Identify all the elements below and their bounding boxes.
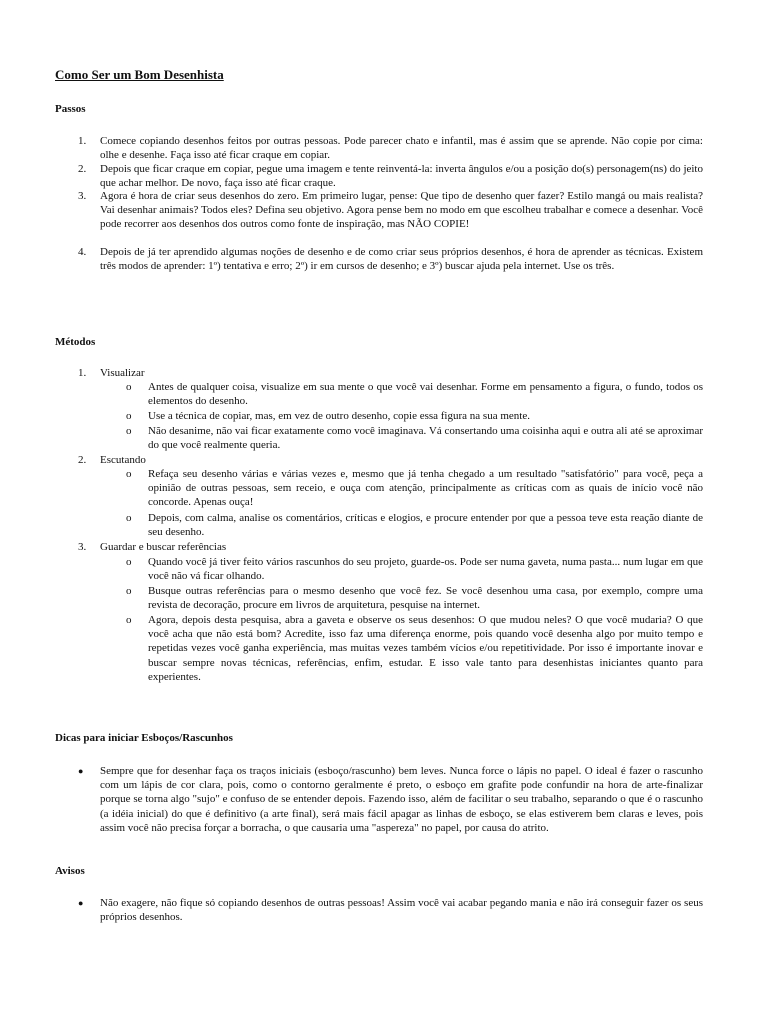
- heading-metodos: Métodos: [55, 336, 96, 348]
- bullet-circle: o: [126, 381, 132, 393]
- heading-avisos: Avisos: [55, 865, 85, 877]
- passos-item-2-number: 2.: [78, 163, 87, 175]
- metodos-2-sub-2: Depois, com calma, analise os comentários, críticas e elogios, e procure entender por que a pessoa teve esta reação diante de seu desenho.: [148, 512, 703, 539]
- metodos-item-3-number: 3.: [78, 541, 87, 553]
- metodos-item-2-number: 2.: [78, 454, 87, 466]
- metodos-2-sub-1: Refaça seu desenho várias e várias vezes e, mesmo que já tenha chegado a um resultado "satisfatório" para você, peça a opinião de outras pessoas, sem receio, e ouça com atenção, principalmente as críticas com as quais de início você não concorde. Apenas ouça!: [148, 468, 703, 509]
- metodos-item-3-label: Guardar e buscar referências: [100, 541, 227, 553]
- dicas-item-1: Sempre que for desenhar faça os traços iniciais (esboço/rascunho) bem leves. Nunca force o lápis no papel. O ideal é fazer o rascunho com um lápis de cor clara, pois, como o contorno geralmente é preto, o esboço em grafite pode confundir na hora de arte-finalizar porque se torna algo "sujo" e confuso de se entender depois. Fazendo isso, além de facilitar o seu trabalho, separando o que é o rascunho (a idéia inicial) do que é definitivo (a arte final), será mais fácil apagar as linhas de esboço, se elas estiverem bem claras e leves, pois assim você não precisa forçar a borracha, o que causaria uma "aspereza" no papel, por causa do atrito.: [100, 765, 703, 834]
- avisos-item-1: Não exagere, não fique só copiando desenhos de outras pessoas! Assim você vai acabar pegando mania e não irá conseguir fazer os seus próprios desenhos.: [100, 897, 703, 924]
- passos-item-4-number: 4.: [78, 246, 87, 258]
- bullet-circle: o: [126, 425, 132, 437]
- passos-item-3-number: 3.: [78, 190, 87, 202]
- bullet-dot: ●: [78, 766, 84, 776]
- metodos-1-sub-3: Não desanime, não vai ficar exatamente como você imaginava. Vá consertando uma coisinha aqui e outra ali até se aproximar do que você realmente queria.: [148, 425, 703, 452]
- metodos-item-1-number: 1.: [78, 367, 87, 379]
- heading-dicas: Dicas para iniciar Esboços/Rascunhos: [55, 732, 233, 744]
- bullet-circle: o: [126, 512, 132, 524]
- bullet-circle: o: [126, 585, 132, 597]
- heading-passos: Passos: [55, 103, 86, 115]
- passos-item-1-number: 1.: [78, 135, 87, 147]
- passos-item-1-text: Comece copiando desenhos feitos por outras pessoas. Pode parecer chato e infantil, mas é assim que se aprende. Não copie por cima: olhe e desenhe. Faça isso até ficar craque em copiar.: [100, 135, 703, 162]
- metodos-3-sub-3: Agora, depois desta pesquisa, abra a gaveta e observe os seus desenhos: O que mudou neles? O que você mudaria? O que você acha que não está bom? Acredite, isso faz uma diferença enorme, pois quando você desenha algo por muito tempo e repetidas vezes você ganha experiência, mas muitas vezes também vícios e/ou repetitividade. Por isso é importante inovar e buscar sempre novas técnicas, referências, enfim, estudar. E isso vale tanto para desenhistas iniciantes quanto para experientes.: [148, 614, 703, 683]
- metodos-1-sub-2: Use a técnica de copiar, mas, em vez de outro desenho, copie essa figura na sua mente.: [148, 410, 530, 422]
- passos-item-2-text: Depois que ficar craque em copiar, pegue uma imagem e tente reinventá-la: inverta ângulos e/ou a posição do(s) personagem(ns) do jeito que achar melhor. De novo, faça isso até ficar craque.: [100, 163, 703, 190]
- document-title: Como Ser um Bom Desenhista: [55, 67, 224, 82]
- bullet-circle: o: [126, 556, 132, 568]
- metodos-item-2-label: Escutando: [100, 454, 146, 466]
- metodos-3-sub-1: Quando você já tiver feito vários rascunhos do seu projeto, guarde-os. Pode ser numa gaveta, numa pasta... num lugar em que você não vá ficar olhando.: [148, 556, 703, 583]
- passos-item-3-text: Agora é hora de criar seus desenhos do zero. Em primeiro lugar, pense: Que tipo de desenho quer fazer? Estilo mangá ou mais realista? Vai desenhar animais? Todos eles? Defina seu objetivo. Agora pense bem no modo em que escolheu trabalhar e comece a desenhar. Você pode recorrer aos desenhos dos outros como fonte de inspiração, mas NÃO COPIE!: [100, 190, 703, 231]
- bullet-circle: o: [126, 468, 132, 480]
- metodos-1-sub-1: Antes de qualquer coisa, visualize em sua mente o que você vai desenhar. Forme em pensamento a figura, o fundo, todos os elementos do desenho.: [148, 381, 703, 408]
- bullet-circle: o: [126, 614, 132, 626]
- metodos-item-1-label: Visualizar: [100, 367, 145, 379]
- passos-item-4-text: Depois de já ter aprendido algumas noções de desenho e de como criar seus próprios desenhos, é hora de aprender as técnicas. Existem três modos de aprender: 1º) tentativa e erro; 2º) ir em cursos de desenho; e 3º) buscar ajuda pela internet. Use os três.: [100, 246, 703, 273]
- bullet-dot: ●: [78, 898, 84, 908]
- metodos-3-sub-2: Busque outras referências para o mesmo desenho que você fez. Se você desenhou uma casa, por exemplo, compre uma revista de decoração, procure em livros de arquitetura, pesquise na internet.: [148, 585, 703, 612]
- bullet-circle: o: [126, 410, 132, 422]
